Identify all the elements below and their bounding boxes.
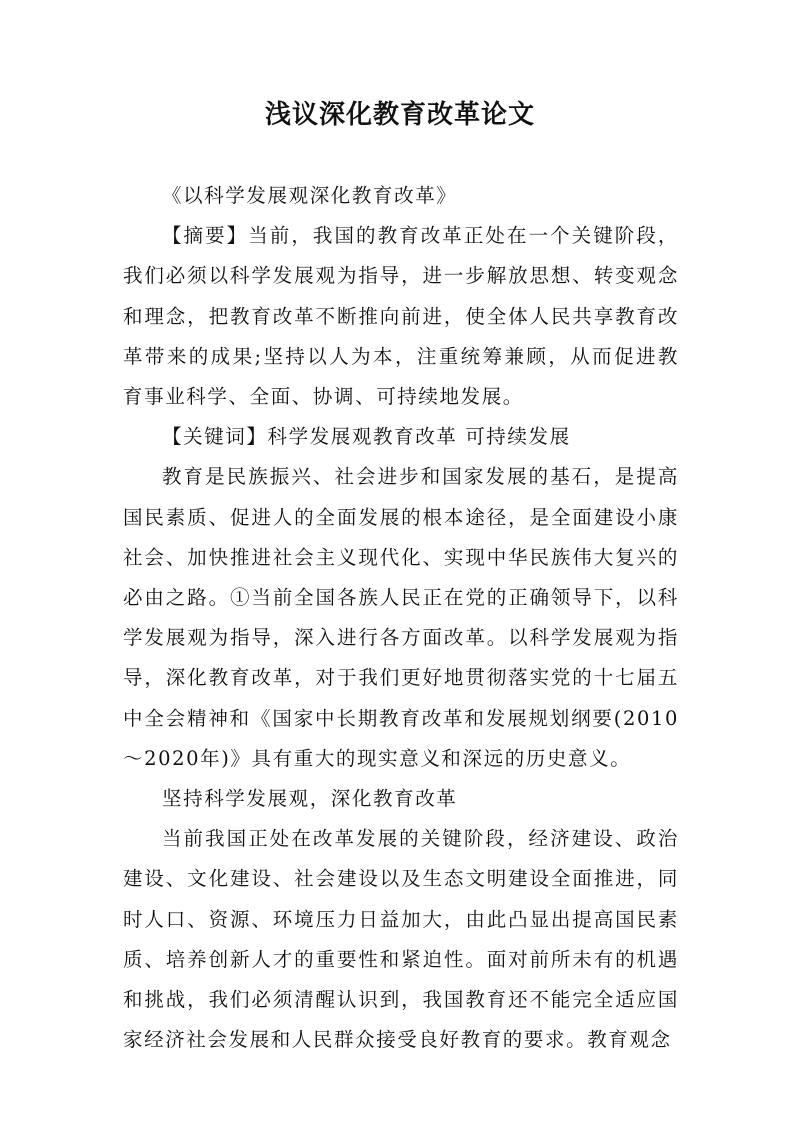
section-heading: 坚持科学发展观，深化教育改革 xyxy=(162,787,458,811)
body-paragraph: 当前我国正处在改革发展的关键阶段，经济建设、政治建设、文化建设、社会建设以及生态文明建设全面推进，同时人口、资源、环境压力日益加大，由此凸显出提高国民素质、培养创新人才的重要性和紧迫性。面对前所未有的机遇和挑战，我们必须清醒认识到，我国教育还不能完全适应国家经济社会发展和人民群众接受良好教育的要求。教育观念 xyxy=(123,827,679,1052)
keywords-paragraph: 【关键词】科学发展观教育改革 可持续发展 xyxy=(162,425,571,449)
document-title: 浅议深化教育改革论文 xyxy=(264,100,535,130)
abstract-paragraph: 【摘要】当前，我国的教育改革正处在一个关键阶段，我们必须以科学发展观为指导，进一步解放思想、转变观念和理念，把教育改革不断推向前进，使全体人民共享教育改革带来的成果;坚持以人为本，注重统筹兼顾，从而促进教育事业科学、全面、协调、可持续地发展。 xyxy=(123,224,679,409)
body-paragraph: 教育是民族振兴、社会进步和国家发展的基石，是提高国民素质、促进人的全面发展的根本途径，是全面建设小康社会、加快推进社会主义现代化、实现中华民族伟大复兴的必由之路。①当前全国各族人民正在党的正确领导下，以科学发展观为指导，深入进行各方面改革。以科学发展观为指导，深化教育改革，对于我们更好地贯彻落实党的十七届五中全会精神和《国家中长期教育改革和发展规划纲要(2010～2020年)》具有重大的现实意义和深远的历史意义。 xyxy=(123,465,679,770)
subtitle-paragraph: 《以科学发展观深化教育改革》 xyxy=(162,184,458,207)
document-body xyxy=(123,176,679,1060)
